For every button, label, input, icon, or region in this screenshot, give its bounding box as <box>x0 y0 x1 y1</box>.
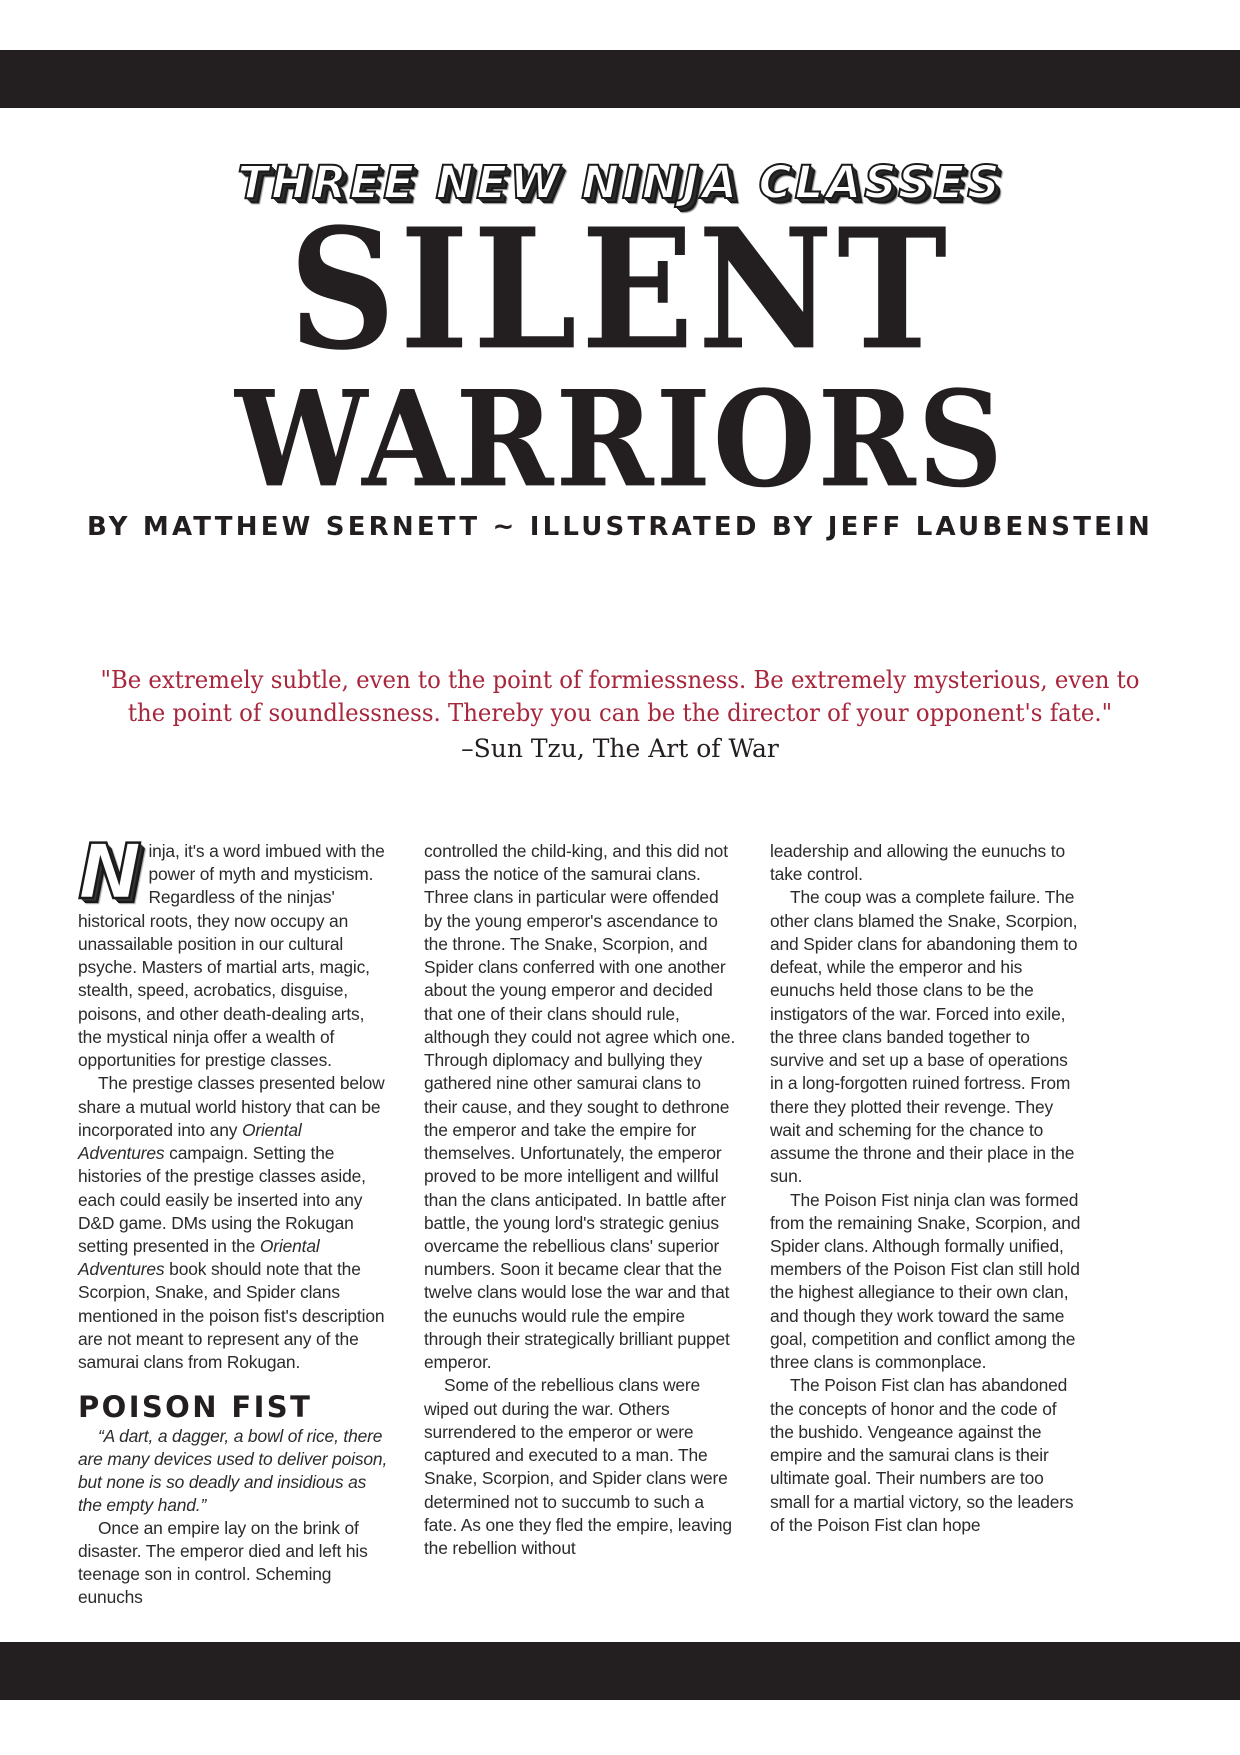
book-title-oriental-adventures-1: Oriental Adventures <box>78 1119 302 1164</box>
para-seg-c: book should note that the Scorpion, Snake, and Spider clans mentioned in the poison fist's description are not meant to represent any of the samurai clans from Rokugan. <box>78 1259 385 1373</box>
article-title-line-2: WARRIORS <box>235 361 1005 517</box>
article-byline: BY MATTHEW SERNETT ~ ILLUSTRATED BY JEFF LAUBENSTEIN <box>87 511 1153 542</box>
body-columns <box>78 827 1084 1610</box>
paragraph-poison-fist-formed: The Poison Fist ninja clan was formed from the remaining Snake, Scorpion, and Spider clans. Although formally unified, members of the Poison Fist clan still hold the highest allegiance to their own clan, and though they work toward the same goal, competition and conflict among the three clans is commonplace. <box>770 1189 1081 1373</box>
paragraph-prestige-classes <box>78 1072 392 1374</box>
epigraph-attribution: –Sun Tzu, The Art of War <box>461 734 779 764</box>
para-seg-a: The prestige classes presented below share a mutual world history that can be incorporated into any <box>78 1073 385 1140</box>
section-pull-quote: “A dart, a dagger, a bowl of rice, there are many devices used to deliver poison, but none is so deadly and insidious as the empty hand.” <box>78 1425 388 1515</box>
drop-cap-letter: N <box>78 827 142 916</box>
paragraph-abandoned-honor: The Poison Fist clan has abandoned the concepts of honor and the code of the bushido. Vengeance against the empire and the samurai clans is their ultimate goal. Their numbers are too small for a martial victory, so the leaders of the Poison Fist clan hope <box>770 1375 1074 1535</box>
paragraph-empire-brink: Once an empire lay on the brink of disaster. The emperor died and left his teenage son in control. Scheming eunuchs <box>78 1517 368 1608</box>
paragraph-coup-failure: The coup was a complete failure. The other clans blamed the Snake, Scorpion, and Spider clans for abandoning them to defeat, while the emperor and his eunuchs held those clans to be the instigators of the war. Forced into exile, the three clans banded together to survive and set up a base of operations in a long-forgotten ruined fortress. From there they plotted their revenge. They wait and scheming for the chance to assume the throne and their place in the sun. <box>770 887 1078 1187</box>
bottom-rule-bar <box>0 1642 1240 1700</box>
column-3 <box>770 840 1084 1610</box>
paragraph-child-king: controlled the child-king, and this did not pass the notice of the samurai clans. Three clans in particular were offended by the young emperor's ascendance to the throne. The Snake, Scorpion, and Spider clans conferred with one another about the young emperor and decided that one of their clans should rule, although they could not agree which one. Through diplomacy and bullying they gathered nine other samurai clans to their cause, and they sought to dethrone the emperor and take the empire for themselves. Unfortunately, the emperor proved to be more intelligent and willful than the clans anticipated. In battle after battle, the young lord's strategic genius overcame the rebellious clans' superior numbers. Soon it became clear that the twelve clans would lose the war and that the eunuchs would rule the empire through their strategically brilliant puppet emperor. <box>424 841 736 1373</box>
masthead <box>0 156 1240 542</box>
paragraph-rebellious-clans: Some of the rebellious clans were wiped out during the war. Others surrendered to the emperor or were captured and executed to a man. The Snake, Scorpion, and Spider clans were determined not to succumb to such a fate. As one they fled the empire, leaving the rebellion without <box>424 1375 732 1559</box>
top-rule-bar <box>0 50 1240 108</box>
column-2 <box>424 840 738 1610</box>
book-title-oriental-adventures-2: Oriental Adventures <box>78 1235 320 1280</box>
paragraph-intro-text: inja, it's a word imbued with the power of myth and mysticism. Regardless of the ninjas' historical roots, they now occupy an unassailable position in our cultural psyche. Masters of martial arts, magic, stealth, speed, acrobatics, disguise, poisons, and other death-dealing arts, the mystical ninja offer a wealth of opportunities for prestige classes. <box>78 841 385 1071</box>
article-title-line-1: SILENT <box>288 191 952 387</box>
para-seg-b: campaign. Setting the histories of the prestige classes aside, each could easily be inserted into any D&D game. DMs using the Rokugan setting presented in the <box>78 1143 366 1256</box>
epigraph-quote: "Be extremely subtle, even to the point of formiessness. Be extremely mysterious, even to the point of soundlessness. Thereby you can be the director of your opponent's fate." <box>100 665 1140 727</box>
article-kicker: THREE NEW NINJA CLASSES <box>237 156 1003 209</box>
paragraph-intro <box>78 827 392 1072</box>
section-heading-poison-fist: POISON FIST <box>78 1390 313 1425</box>
paragraph-leadership: leadership and allowing the eunuchs to take control. <box>770 841 1065 885</box>
column-1 <box>78 827 392 1610</box>
epigraph-block <box>60 664 1180 766</box>
